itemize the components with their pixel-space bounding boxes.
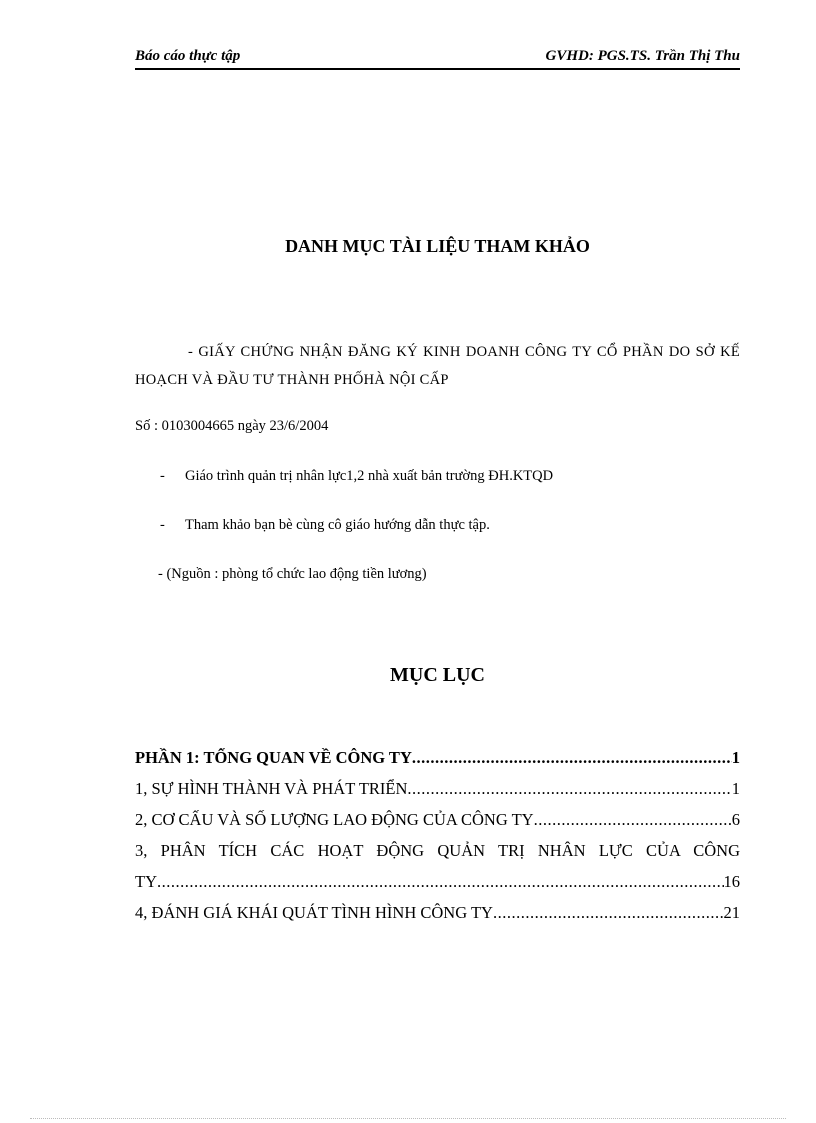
toc-title: MỤC LỤC — [390, 664, 485, 686]
toc-entry-text: 4, ĐÁNH GIÁ KHÁI QUÁT TÌNH HÌNH CÔNG TY — [135, 903, 493, 922]
page-footer-rule — [30, 1118, 786, 1119]
table-of-contents — [135, 748, 740, 934]
reference-item-text: Tham khảo bạn bè cùng cô giáo hướng dẫn thực tập. — [185, 517, 490, 533]
toc-entry-page: 1 — [731, 748, 740, 767]
toc-entry-text-line[interactable]: 3, PHÂN TÍCH CÁC HOẠT ĐỘNG QUẢN TRỊ NHÂN LỰC CỦA CÔNG — [135, 841, 740, 860]
toc-entry[interactable] — [135, 810, 740, 841]
toc-entry[interactable] — [135, 779, 740, 810]
toc-entry-continuation: TY — [135, 872, 157, 891]
toc-leader-dots — [493, 903, 724, 923]
toc-leader-dots — [412, 748, 732, 768]
reference-main-entry: - GIẤY CHỨNG NHẬN ĐĂNG KÝ KINH DOANH CÔNG TY CỔ PHẦN DO SỞ KẾ HOẠCH VÀ ĐẦU TƯ THÀNH PHỐHÀ NỘI CẤP — [135, 344, 740, 388]
bullet-dash: - — [160, 468, 165, 484]
toc-entry-page: 16 — [723, 872, 740, 891]
reference-number-line: Số : 0103004665 ngày 23/6/2004 — [135, 418, 329, 434]
header-right-text: GVHD: PGS.TS. Trần Thị Thu — [545, 48, 740, 64]
bullet-dash: - — [160, 517, 165, 533]
toc-leader-dots — [157, 872, 724, 892]
reference-source: - (Nguồn : phòng tổ chức lao động tiền lương) — [158, 566, 427, 582]
toc-entry[interactable] — [135, 748, 740, 779]
toc-leader-dots — [534, 810, 732, 830]
reference-item-text: Giáo trình quản trị nhân lực1,2 nhà xuất bản trường ĐH.KTQD — [185, 468, 554, 484]
toc-entry[interactable] — [135, 872, 740, 903]
references-title: DANH MỤC TÀI LIỆU THAM KHẢO — [285, 236, 590, 256]
toc-entry-text: 2, CƠ CẤU VÀ SỐ LƯỢNG LAO ĐỘNG CỦA CÔNG TY — [135, 810, 534, 829]
toc-entry-page: 6 — [731, 810, 740, 829]
toc-entry-text: PHẦN 1: TỔNG QUAN VỀ CÔNG TY — [135, 748, 412, 767]
toc-entry[interactable] — [135, 903, 740, 934]
toc-entry-page: 1 — [731, 779, 740, 798]
header-left-text: Báo cáo thực tập — [135, 48, 241, 64]
toc-entry-text: 1, SỰ HÌNH THÀNH VÀ PHÁT TRIỂN — [135, 779, 408, 798]
toc-leader-dots — [407, 779, 731, 799]
toc-entry-page: 21 — [723, 903, 740, 922]
page-header — [135, 48, 740, 70]
